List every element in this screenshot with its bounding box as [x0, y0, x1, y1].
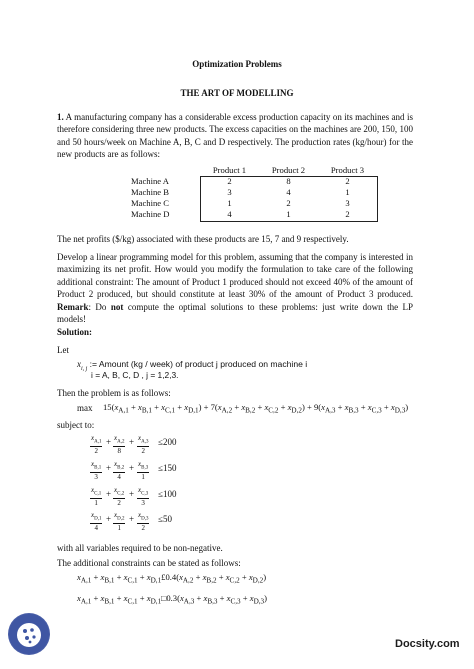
problem-number: 1.	[57, 112, 64, 122]
fraction-denominator: 4	[117, 473, 121, 482]
constraint-fraction	[90, 511, 102, 532]
fraction-denominator: 2	[94, 447, 98, 456]
fraction-denominator: 2	[141, 447, 145, 456]
task-text-c: compute the optimal solutions to these problems: just write down the LP models!	[57, 301, 414, 325]
plus-operator: +	[106, 514, 112, 524]
production-rates-table	[131, 165, 377, 220]
problem-intro	[57, 111, 413, 161]
constraint-fraction	[90, 460, 102, 481]
constraint-fraction	[137, 460, 149, 481]
fraction-denominator: 8	[117, 447, 121, 456]
fraction-numerator: $x_{B,1}$	[90, 460, 102, 473]
additional-constraints-text: The additional constraints can be stated as follows:	[57, 558, 241, 568]
table-cell: 4	[227, 209, 232, 219]
constraint-rhs: ≤100	[158, 489, 177, 499]
task-text	[57, 251, 413, 325]
then-text: Then the problem is as follows:	[57, 388, 171, 398]
table-cell: 3	[227, 187, 232, 197]
fraction-numerator: $x_{C,1}$	[90, 486, 102, 499]
constraint-rhs: ≤50	[158, 514, 172, 524]
table-cell: 2	[345, 176, 350, 186]
constraint-fraction	[137, 486, 149, 507]
constraint-fraction	[137, 434, 149, 455]
docsity-logo-icon	[8, 613, 50, 655]
nonnegativity-text: with all variables required to be non-negative.	[57, 543, 223, 553]
constraint-fraction	[113, 434, 125, 455]
variable-subscript: i, j	[81, 365, 88, 372]
table-cell: 8	[286, 176, 291, 186]
table-cell: 2	[286, 198, 291, 208]
constraint-rhs: ≤150	[158, 463, 177, 473]
fraction-denominator: 1	[94, 499, 98, 508]
row-label: Machine C	[131, 198, 169, 208]
row-label: Machine B	[131, 187, 169, 197]
fraction-numerator: $x_{A,2}$	[113, 434, 125, 447]
table-header: Product 2	[271, 165, 306, 175]
document-title: Optimization Problems	[192, 59, 282, 69]
extra-constraint-1: $x_{A,1} + x_{B,1} + x_{C,1}$ + $x_{D,1}£0.4(x_{A,2} + x_{B,2} + x_{C,2} + x_{D,2})$	[77, 572, 267, 585]
plus-operator: +	[106, 437, 112, 447]
fraction-numerator: $x_{B,2}$	[113, 460, 125, 473]
variable-symbol: x	[77, 359, 81, 369]
table-cell: 1	[345, 187, 350, 197]
objective-function: $15(x_{A,1} + x_{B,1} + x_{C,1} + x_{D,1}) + 7(x_{A,2} + x_{B,2} + x_{C,2} + x_{D,2}) + 9(x_{A,3} + x_{B,3} + x_{C,3} + x_{D,3})$	[103, 402, 409, 415]
table-row	[131, 209, 377, 220]
solution-heading: Solution:	[57, 327, 93, 337]
fraction-denominator: 2	[117, 499, 121, 508]
section-title: THE ART OF MODELLING	[180, 88, 294, 98]
variable-definition-text: := Amount (kg / week) of product j produced on machine i	[89, 359, 308, 369]
table-row	[131, 176, 377, 187]
constraint-fraction	[90, 434, 102, 455]
plus-operator: +	[129, 514, 135, 524]
table-cell: 1	[227, 198, 232, 208]
index-definition: i = A, B, C, D , j = 1,2,3.	[91, 370, 179, 380]
table-header: Product 1	[212, 165, 247, 175]
docsity-watermark: Docsity.com	[395, 638, 460, 650]
fraction-numerator: $x_{D,1}$	[90, 511, 102, 524]
table-row	[131, 187, 377, 198]
constraint-fraction	[90, 486, 102, 507]
extra-constraint-2: $x_{A,1} + x_{B,1} + x_{C,1}$ + $x_{D,1}□0.3(x_{A,3} + x_{B,3} + x_{C,3} + x_{D,3})$	[77, 593, 267, 606]
fraction-numerator: $x_{C,3}$	[137, 486, 149, 499]
table-header: Product 3	[330, 165, 365, 175]
table-cell: 3	[345, 198, 350, 208]
plus-operator: +	[129, 437, 135, 447]
fraction-numerator: $x_{A,1}$	[90, 434, 102, 447]
task-text-a: Develop a linear programming model for this problem, assuming that the company is interested in maximizing its net profit. How would you modify the formulation to take care of the following additional constraint: The amount of Product 1 produced should not exceed 40% of the amount of Product 2 produced, but should constitute at least 30% of the amount of Product 3 produced.	[57, 252, 413, 300]
plus-operator: +	[129, 489, 135, 499]
plus-operator: +	[106, 463, 112, 473]
constraint-fraction	[113, 460, 125, 481]
table-cell: 2	[227, 176, 232, 186]
problem-intro-text: A manufacturing company has a considerable excess production capacity on its machines and is therefore considering three new products. The excess capacities on the machines are 200, 150, 100 and 50 hours/week on Machine A, B, C and D respectively. The production rates (kg/hour) for the new products are as follows:	[57, 112, 413, 160]
fraction-numerator: $x_{D,2}$	[113, 511, 125, 524]
fraction-numerator: $x_{A,3}$	[137, 434, 149, 447]
constraint-rhs: ≤200	[158, 437, 177, 447]
table-row	[131, 198, 377, 209]
table-header-row	[131, 165, 377, 176]
subject-to-label: subject to:	[57, 420, 95, 430]
task-text-b: : Do	[88, 301, 107, 312]
fraction-denominator: 2	[141, 524, 145, 533]
table-cell: 4	[286, 187, 291, 197]
emphasis-not: not	[110, 301, 124, 312]
fraction-numerator: $x_{D,3}$	[137, 511, 149, 524]
table-cell: 1	[286, 209, 291, 219]
fraction-denominator: 1	[117, 524, 121, 533]
constraint-fraction	[113, 486, 125, 507]
row-label: Machine D	[131, 209, 170, 219]
constraint-fraction	[113, 511, 125, 532]
constraint-fraction	[137, 511, 149, 532]
row-label: Machine A	[131, 176, 169, 186]
plus-operator: +	[129, 463, 135, 473]
fraction-denominator: 1	[141, 473, 145, 482]
fraction-numerator: $x_{C,2}$	[113, 486, 125, 499]
remark-label: Remark	[57, 301, 89, 312]
table-cell: 2	[345, 209, 350, 219]
fraction-denominator: 3	[94, 473, 98, 482]
fraction-denominator: 4	[94, 524, 98, 533]
fraction-denominator: 3	[141, 499, 145, 508]
plus-operator: +	[106, 489, 112, 499]
profits-text: The net profits ($/kg) associated with these products are 15, 7 and 9 respectively.	[57, 234, 349, 244]
fraction-numerator: $x_{B,3}$	[137, 460, 149, 473]
let-label: Let	[57, 345, 69, 355]
max-label: max	[77, 403, 93, 413]
